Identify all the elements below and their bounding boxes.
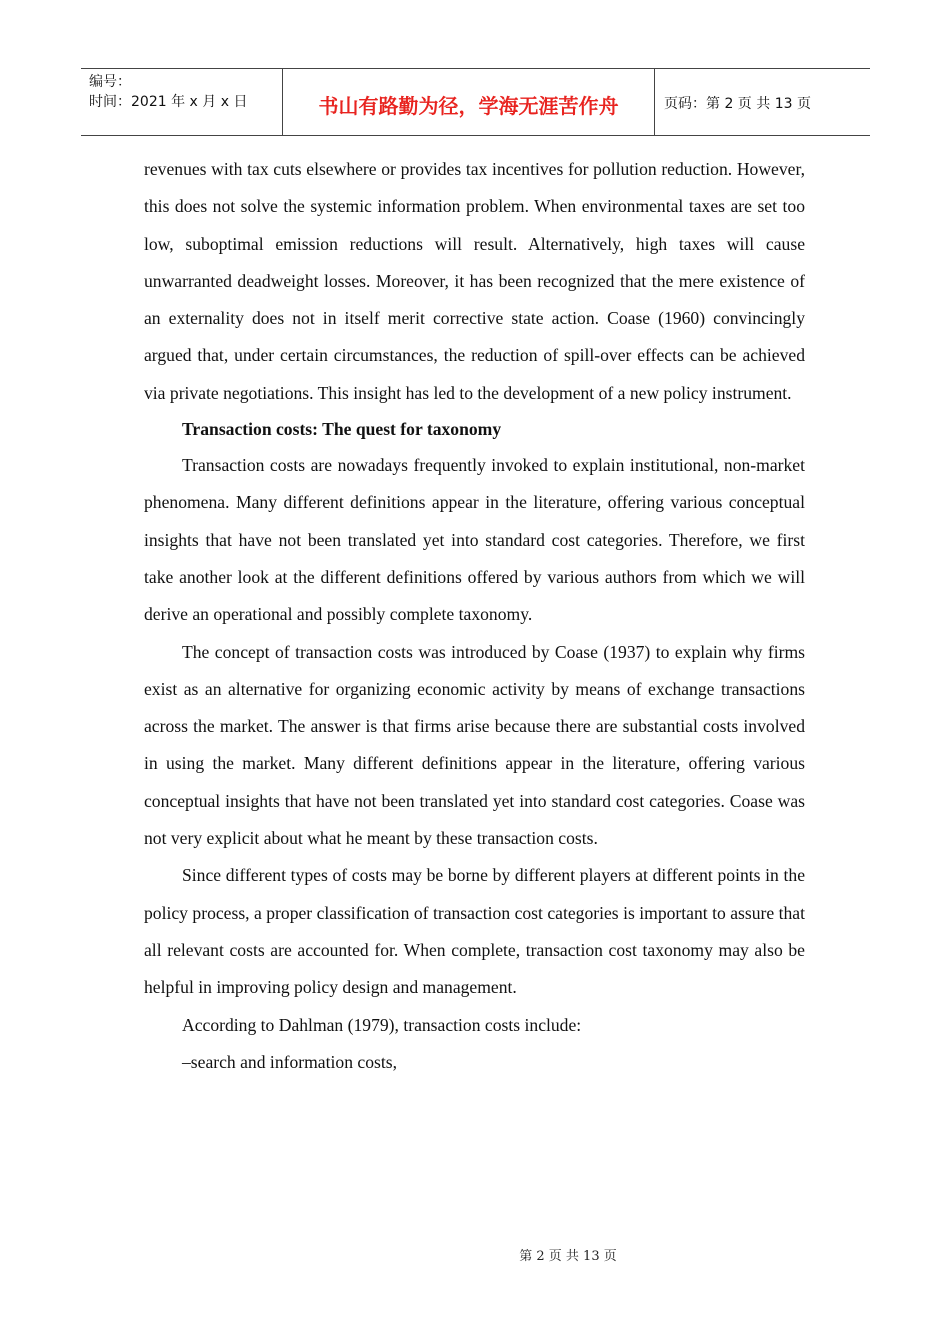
footer-page-number: 第 2 页 共 13 页	[519, 1249, 617, 1264]
header-meta	[81, 69, 282, 135]
document-date-label: 时间：2021 年 x 月 x 日	[89, 94, 248, 110]
document-body	[144, 151, 805, 1081]
section-heading: Transaction costs: The quest for taxonomy	[182, 419, 502, 440]
header-motto: 书山有路勤为径，学海无涯苦作舟	[282, 69, 655, 135]
paragraph: The concept of transaction costs was introduced by Coase (1937) to explain why firms exist as an alternative for organizing economic activity by means of exchange transactions across the market. The answer is that firms arise because there are substantial costs involved in using the market. Many different definitions appear in the literature, offering various conceptual insights that have not been translated yet into standard cost categories. Coase was not very explicit about what he meant by these transaction costs.	[144, 641, 805, 849]
header-page-info: 页码：第 2 页 共 13 页	[664, 96, 811, 112]
paragraph: Transaction costs are nowadays frequently invoked to explain institutional, non-market phenomena. Many different definitions appear in the literature, offering various conceptual insights that have not been translated yet into standard cost categories. Therefore, we first take another look at the different definitions offered by various authors from which we will derive an operational and possibly complete taxonomy.	[144, 455, 805, 625]
paragraph: Since different types of costs may be borne by different players at different points in the policy process, a proper classification of transaction cost categories is important to assure that all relevant costs are accounted for. When complete, transaction cost taxonomy may also be helpful in improving policy design and management.	[144, 865, 805, 998]
paragraph: According to Dahlman (1979), transaction costs include:	[182, 1014, 582, 1035]
page-header	[81, 68, 870, 136]
list-item: –search and information costs,	[182, 1051, 397, 1072]
paragraph: revenues with tax cuts elsewhere or provides tax incentives for pollution reduction. However, this does not solve the systemic information problem. When environmental taxes are set too low, suboptimal emission reductions will result. Alternatively, high taxes will cause unwarranted deadweight losses. Moreover, it has been recognized that the mere existence of an externality does not in itself merit corrective state action. Coase (1960) convincingly argued that, under certain circumstances, the reduction of spill-over effects can be achieved via private negotiations. This insight has led to the development of a new policy instrument.	[144, 159, 805, 403]
page-footer	[0, 1245, 950, 1264]
document-number-label: 编号：	[89, 74, 131, 90]
